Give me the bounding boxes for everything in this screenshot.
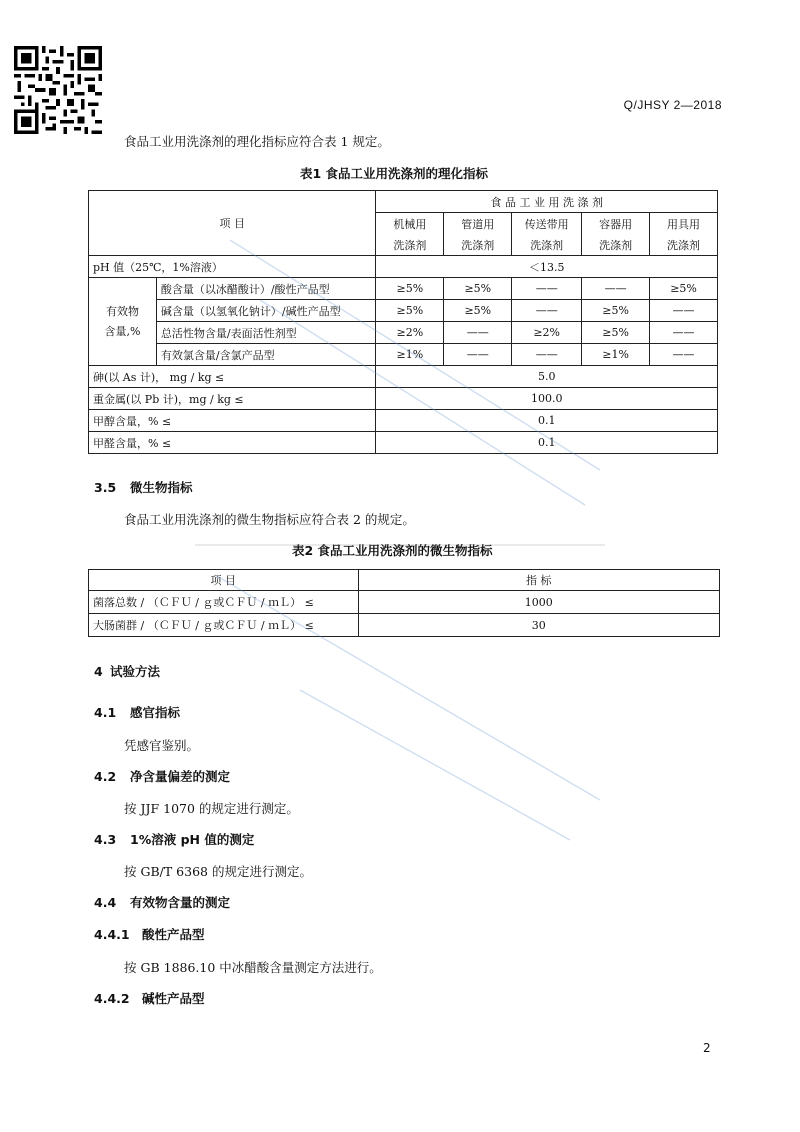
col-header-5-sub: 洗涤剂 [650,234,718,256]
col-header-1: 机械用 [376,213,444,235]
section-title: 感官指标 [130,705,181,720]
section-number: 4 [94,664,103,679]
limit-value: 100.0 [376,388,718,410]
page-number: 2 [703,1041,711,1055]
table2-row-label: 大肠菌群 / （ＣＦＵ / ｇ或ＣＦＵ / ｍＬ） ≤ [89,614,359,637]
section-title: 碱性产品型 [142,991,205,1006]
section-number: 4.4.2 [94,991,130,1006]
col-header-4: 容器用 [582,213,650,235]
cell: —— [512,344,582,366]
section-title: 酸性产品型 [142,927,205,942]
limit-label: 重金属(以 Pb 计)，mg / kg ≤ [89,388,376,410]
table2-row-value: 1000 [358,591,719,614]
section-number: 4.3 [94,832,117,847]
table1-item-header: 项 目 [89,191,376,256]
active-label-line2: 含量,% [104,324,141,338]
section-number: 4.2 [94,769,117,784]
paragraph-4-1: 凭感官鉴别。 [124,738,200,753]
limit-value: 0.1 [376,432,718,454]
limit-value: 0.1 [376,410,718,432]
watermark-stamp-1 [230,240,600,505]
cell: ≥2% [512,322,582,344]
table2-row-label: 菌落总数 / （ＣＦＵ / ｇ或ＣＦＵ / ｍＬ） ≤ [89,591,359,614]
table1-group-header: 食 品 工 业 用 洗 涤 剂 [376,191,718,213]
active-row-label: 有效氯含量/含氯产品型 [156,344,376,366]
section-number: 4.1 [94,705,117,720]
active-row-label: 碱含量（以氢氧化钠计）/碱性产品型 [156,300,376,322]
cell: —— [650,300,718,322]
section-number: 4.4.1 [94,927,130,942]
active-label-line1: 有效物 [105,304,139,318]
col-header-3: 传送带用 [512,213,582,235]
cell: —— [650,344,718,366]
ph-value: ＜13.5 [376,256,718,278]
section-title: 有效物含量的测定 [130,895,231,910]
cell: ≥1% [582,344,650,366]
table2-item-header: 项 目 [89,570,359,591]
section-number: 3.5 [94,480,117,495]
table1-intro: 食品工业用洗涤剂的理化指标应符合表 1 规定。 [124,134,390,149]
section-title: 微生物指标 [130,480,193,495]
paragraph-4-2: 按 JJF 1070 的规定进行测定。 [124,801,299,816]
table2-index-header: 指 标 [358,570,719,591]
col-header-3-sub: 洗涤剂 [512,234,582,256]
cell: ≥5% [650,278,718,300]
watermark-stamp-2 [215,575,600,840]
limit-label: 甲醛含量，% ≤ [89,432,376,454]
cell: ≥2% [376,322,444,344]
section-title: 试验方法 [110,664,161,679]
cell: —— [582,278,650,300]
cell: ≥5% [376,278,444,300]
document-number: Q/JHSY 2—2018 [623,98,722,112]
col-header-1-sub: 洗涤剂 [376,234,444,256]
table2-caption: 表2 食品工业用洗涤剂的微生物指标 [292,543,493,558]
cell: —— [650,322,718,344]
limit-label: 甲醇含量，% ≤ [89,410,376,432]
col-header-2-sub: 洗涤剂 [444,234,512,256]
section-number: 4.4 [94,895,117,910]
paragraph-4-4-1: 按 GB 1886.10 中冰醋酸含量测定方法进行。 [124,960,382,975]
cell: —— [444,322,512,344]
cell: —— [512,300,582,322]
table1-caption: 表1 食品工业用洗涤剂的理化指标 [300,166,489,181]
cell: —— [444,344,512,366]
limit-value: 5.0 [376,366,718,388]
cell: ≥5% [582,300,650,322]
cell: ≥5% [582,322,650,344]
cell: ≥5% [444,300,512,322]
cell: ≥5% [444,278,512,300]
section-title: 净含量偏差的测定 [130,769,231,784]
table2-intro: 食品工业用洗涤剂的微生物指标应符合表 2 的规定。 [124,512,415,527]
ph-label: pH 值（25℃，1%溶液） [89,256,376,278]
col-header-2: 管道用 [444,213,512,235]
section-title: 1%溶液 pH 值的测定 [130,832,255,847]
table2-row-value: 30 [358,614,719,637]
cell: ≥5% [376,300,444,322]
active-row-label: 酸含量（以冰醋酸计）/酸性产品型 [156,278,376,300]
paragraph-4-3: 按 GB/T 6368 的规定进行测定。 [124,864,312,879]
cell: —— [512,278,582,300]
cell: ≥1% [376,344,444,366]
active-row-label: 总活性物含量/表面活性剂型 [156,322,376,344]
col-header-4-sub: 洗涤剂 [582,234,650,256]
col-header-5: 用具用 [650,213,718,235]
limit-label: 砷(以 As 计)， mg / kg ≤ [89,366,376,388]
